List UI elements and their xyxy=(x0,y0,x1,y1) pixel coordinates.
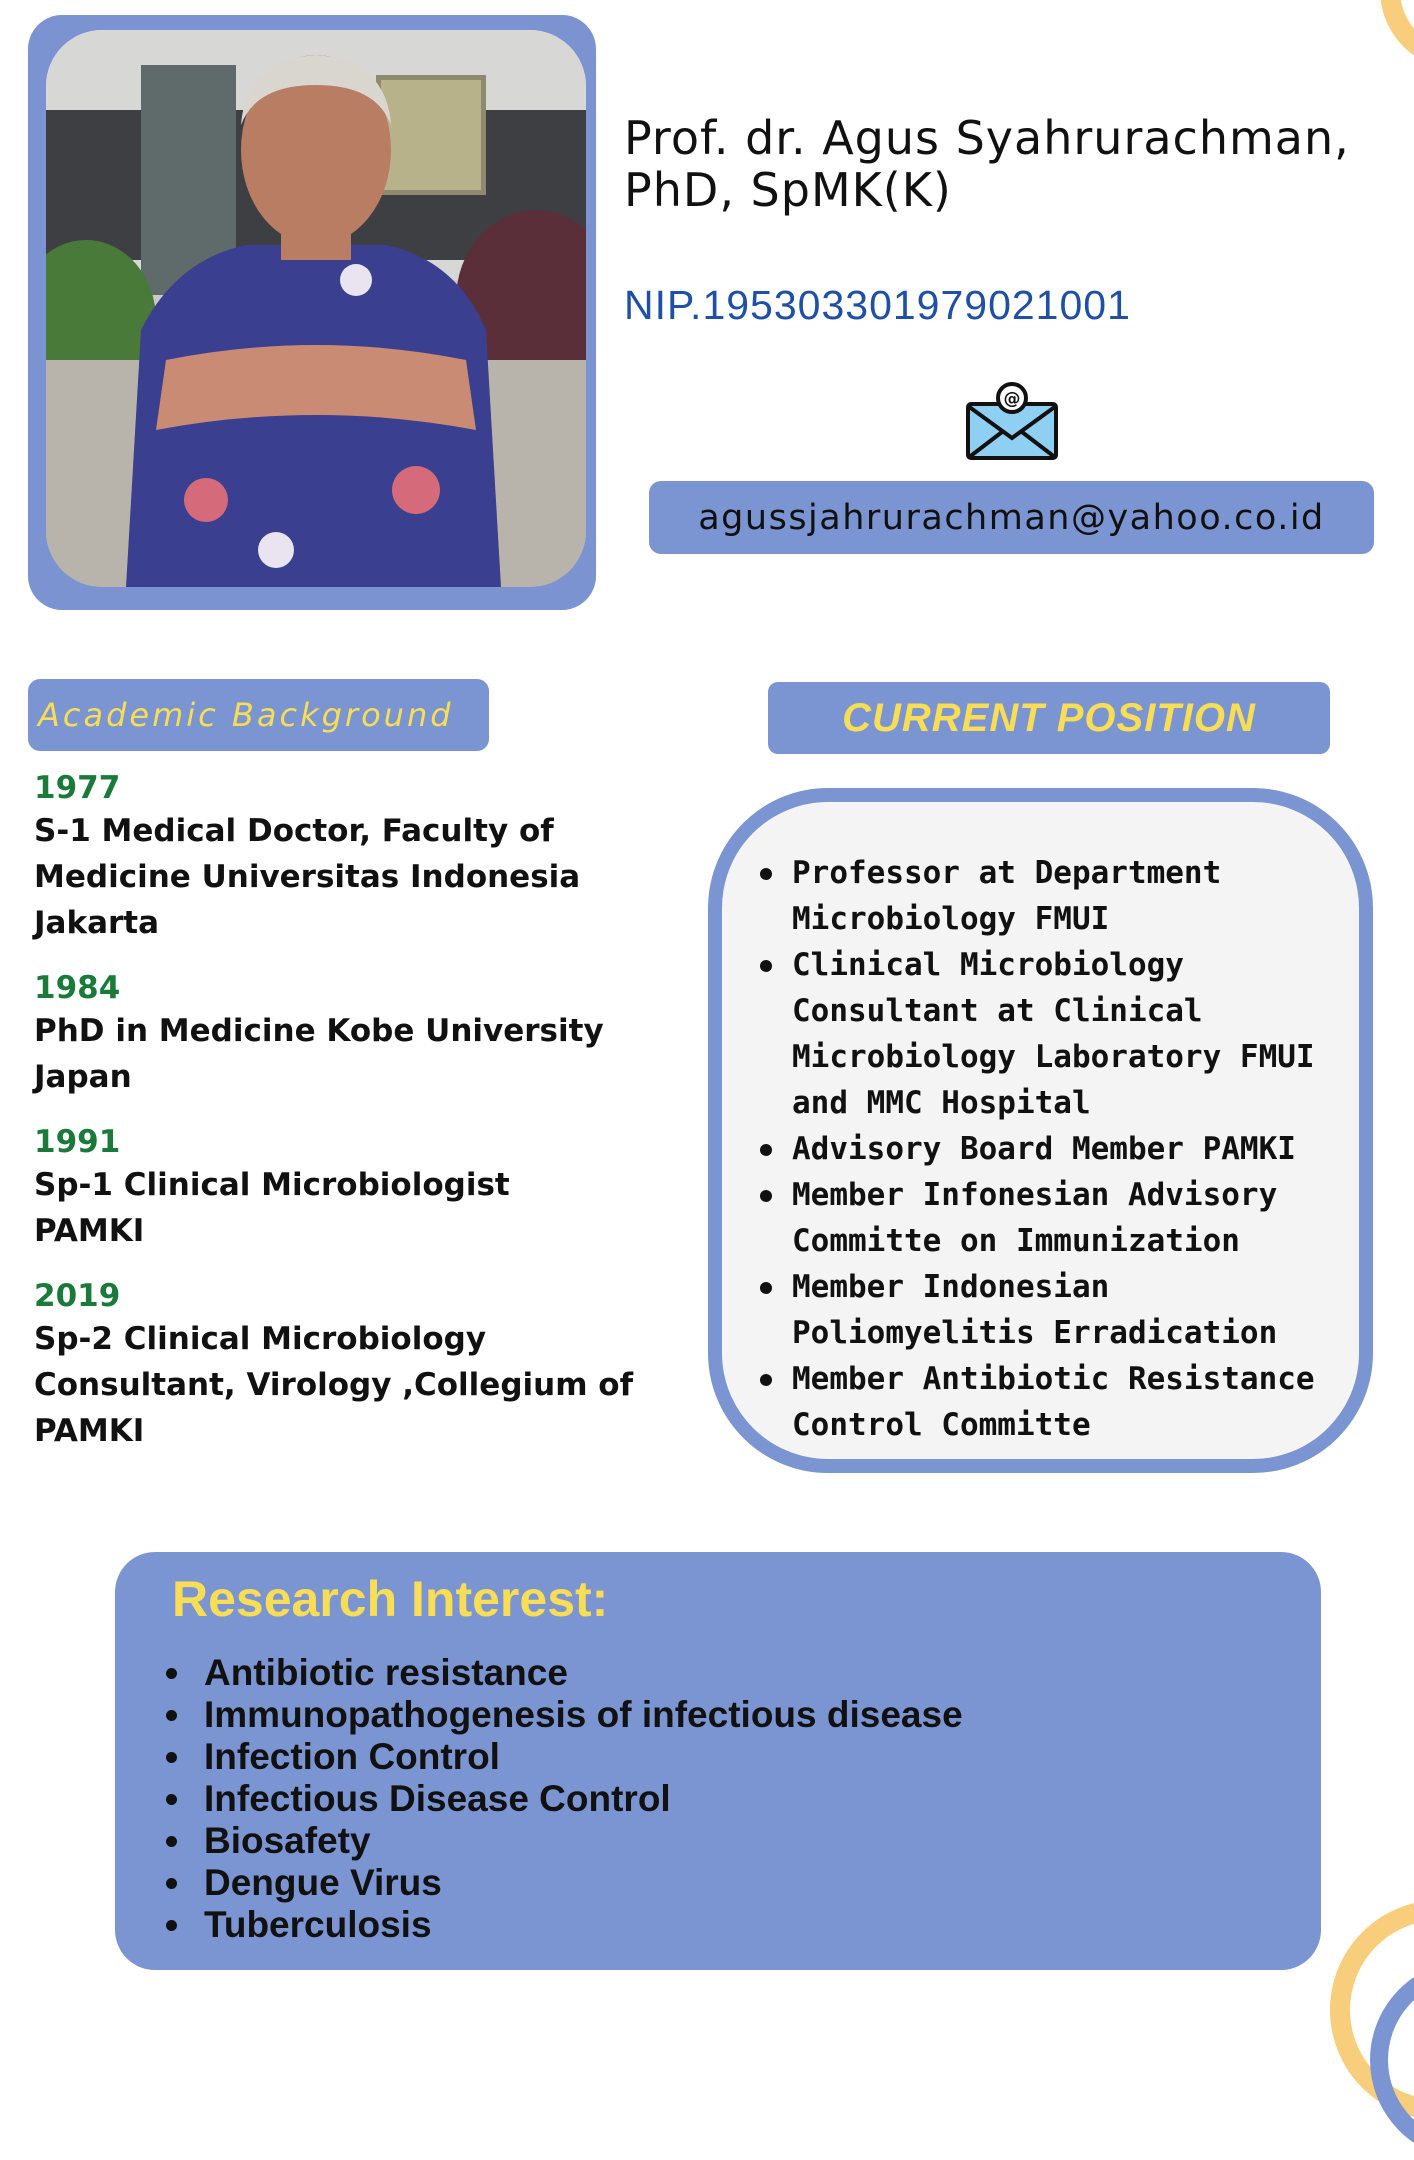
academic-degree: Sp-2 Clinical Microbiology Consultant, Virology ,Collegium of PAMKI xyxy=(34,1321,634,1449)
academic-year: 1991 xyxy=(34,1124,121,1160)
email-address[interactable]: agussjahrurachman@yahoo.co.id xyxy=(649,481,1374,554)
academic-degree: S-1 Medical Doctor, Faculty of Medicine Universitas Indonesia Jakarta xyxy=(34,813,581,941)
position-item: Advisory Board Member PAMKI xyxy=(760,1126,1360,1172)
research-item: Dengue Virus xyxy=(160,1862,963,1904)
position-item: Member Antibiotic Resistance Control Committe xyxy=(760,1356,1360,1448)
academic-background-heading: Academic Background xyxy=(28,679,489,751)
svg-text:@: @ xyxy=(1003,389,1021,409)
academic-year: 1984 xyxy=(34,970,121,1006)
employee-id-number: NIP.195303301979021001 xyxy=(624,282,1131,328)
academic-entry xyxy=(34,1276,674,1454)
academic-entry xyxy=(34,768,674,946)
academic-degree: Sp-1 Clinical Microbiologist PAMKI xyxy=(34,1167,510,1249)
corner-arc-decoration xyxy=(1380,0,1414,70)
research-item: Infectious Disease Control xyxy=(160,1778,963,1820)
research-item: Immunopathogenesis of infectious disease xyxy=(160,1694,963,1736)
position-item: Professor at Department Microbiology FMUI xyxy=(760,850,1360,942)
research-interest-heading: Research Interest: xyxy=(172,1571,609,1627)
research-interest-list xyxy=(160,1652,963,1946)
academic-list xyxy=(34,768,674,1476)
academic-year: 1977 xyxy=(34,770,121,806)
position-item: Member Infonesian Advisory Committe on Immunization xyxy=(760,1172,1360,1264)
current-position-heading: CURRENT POSITION xyxy=(768,682,1330,754)
research-item: Biosafety xyxy=(160,1820,963,1862)
academic-entry xyxy=(34,1122,674,1254)
research-item: Infection Control xyxy=(160,1736,963,1778)
current-position-list xyxy=(760,850,1360,1448)
academic-degree: PhD in Medicine Kobe University Japan xyxy=(34,1013,604,1095)
position-item: Member Indonesian Poliomyelitis Erradication xyxy=(760,1264,1360,1356)
research-item: Tuberculosis xyxy=(160,1904,963,1946)
email-envelope-icon xyxy=(964,382,1060,462)
person-name: Prof. dr. Agus Syahrurachman, PhD, SpMK(K) xyxy=(624,111,1350,217)
academic-year: 2019 xyxy=(34,1278,121,1314)
academic-entry xyxy=(34,968,674,1100)
position-item: Clinical Microbiology Consultant at Clinical Microbiology Laboratory FMUI and MMC Hospital xyxy=(760,942,1360,1126)
research-item: Antibiotic resistance xyxy=(160,1652,963,1694)
portrait-illustration xyxy=(46,30,586,587)
portrait-photo xyxy=(46,30,586,587)
